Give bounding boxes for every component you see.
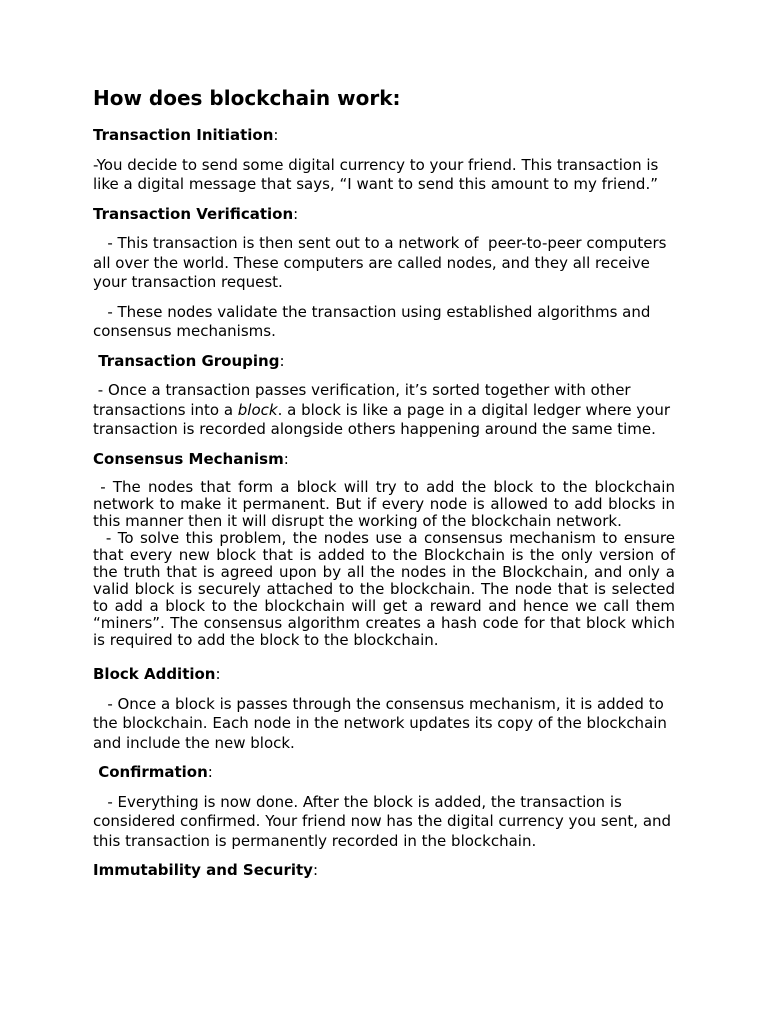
- heading-colon: :: [207, 763, 213, 781]
- heading-colon: :: [279, 351, 285, 370]
- section-heading-transaction-verification: [93, 205, 675, 225]
- paragraph-verification-network: - This transaction is then sent out to a network of peer-to-peer computers all over the world. These computers are called nodes, and they all receive your transaction request.: [93, 234, 672, 291]
- heading-text: Confirmation: [93, 763, 208, 781]
- heading-text: Transaction Initiation: [93, 126, 274, 144]
- paragraph-consensus-problem: - The nodes that form a block will try to add the block to the blockchain network to make it permanent. But if every node is allowed to add blocks in this manner then it will disrupt the working of the blockchain network.: [93, 478, 680, 530]
- heading-colon: :: [293, 204, 299, 223]
- heading-colon: :: [283, 449, 289, 468]
- paragraph-verification-validate: - These nodes validate the transaction using established algorithms and consensus mechanisms.: [93, 302, 656, 340]
- heading-colon: :: [273, 126, 279, 144]
- section-heading-block-addition: [93, 665, 675, 685]
- heading-text: Transaction Grouping: [93, 351, 280, 370]
- section-heading-confirmation: [93, 763, 675, 783]
- paragraph-transaction-grouping: [93, 381, 675, 440]
- section-heading-immutability-security: [93, 861, 675, 881]
- heading-colon: :: [215, 665, 221, 683]
- document-page: [93, 84, 680, 891]
- grouping-text-italic: block: [237, 400, 278, 419]
- heading-colon: :: [312, 861, 319, 879]
- heading-text: Block Addition: [93, 665, 216, 683]
- heading-text: Transaction Verification: [93, 204, 294, 223]
- grouping-text-before: - Once a transaction passes verification, it’s sorted together with other transactions into a: [93, 381, 636, 419]
- paragraph-block-addition: - Once a block is passes through the consensus mechanism, it is added to the blockchain. Each node in the network updates its copy of the blockchain and include the new block.: [93, 694, 672, 752]
- heading-text: Immutability and Security: [93, 861, 313, 879]
- section-heading-transaction-initiation: [93, 126, 675, 146]
- paragraph-confirmation: - Everything is now done. After the block is added, the transaction is considered confirmed. Your friend now has the digital currency you sent, and this transaction is permanently recorded in the blockchain.: [93, 792, 676, 850]
- document-title: How does blockchain work:: [93, 86, 401, 110]
- grouping-text-after: . a block is like a page in a digital ledger where your transaction is recorded alongside others happening around the same time.: [93, 400, 675, 438]
- paragraph-transaction-initiation: -You decide to send some digital currency to your friend. This transaction is like a digital message that says, “I want to send this amount to my friend.”: [93, 155, 664, 193]
- heading-text: Consensus Mechanism: [93, 449, 284, 468]
- section-heading-consensus-mechanism: [93, 450, 675, 470]
- section-heading-transaction-grouping: [93, 352, 675, 372]
- paragraph-consensus-solution: - To solve this problem, the nodes use a consensus mechanism to ensure that every new block that is added to the Blockchain is the only version of the truth that is agreed upon by all the nodes in the Blockchain, and only a valid block is securely attached to the blockchain. The node that is selected to add a block to the blockchain will get a reward and hence we call them “miners”. The consensus algorithm creates a hash code for that block which is required to add the block to the blockchain.: [93, 529, 680, 649]
